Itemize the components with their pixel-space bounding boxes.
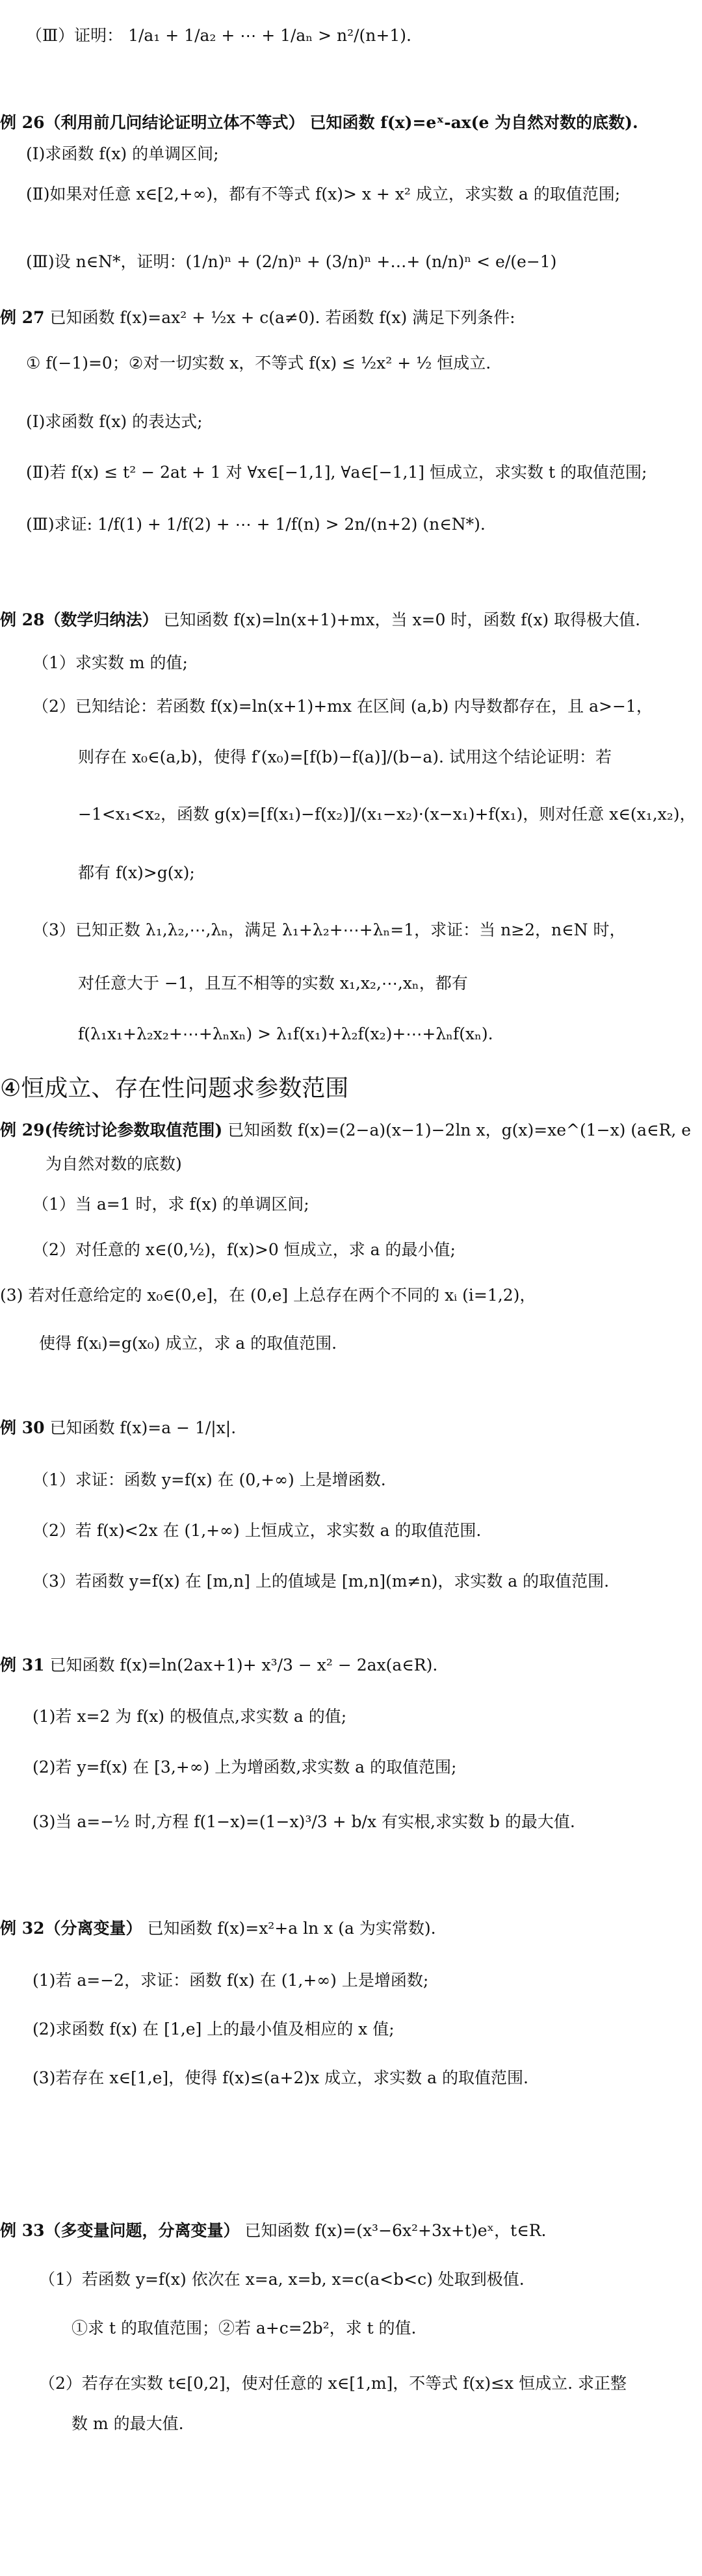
ex32-heading	[0, 1918, 702, 1940]
ex27-stem: 已知函数 f(x)=ax² + ½x + c(a≠0). 若函数 f(x) 满足下列条件:	[49, 308, 515, 327]
ex32-q3: (3)若存在 x∈[1,e]，使得 f(x)≤(a+2)x 成立，求实数 a 的取值范围.	[32, 2068, 528, 2087]
ex31-label: 例 31	[0, 1656, 45, 1674]
ex29-label: 例 29(传统讨论参数取值范围)	[0, 1121, 223, 1139]
ex28-q3c: f(λ₁x₁+λ₂x₂+⋯+λₙxₙ) > λ₁f(x₁)+λ₂f(x₂)+⋯+λₙf(xₙ).	[78, 1024, 493, 1043]
ex30-q3: （3）若函数 y=f(x) 在 [m,n] 上的值域是 [m,n](m≠n)，求实数 a 的取值范围.	[32, 1572, 610, 1591]
ex32-stem: 已知函数 f(x)=x²+a ln x (a 为实常数).	[147, 1919, 436, 1938]
ex28-q2c: −1<x₁<x₂，函数 g(x)=[f(x₁)−f(x₂)]/(x₁−x₂)·(x−x₁)+f(x₁)，则对任意 x∈(x₁,x₂)，	[78, 805, 696, 824]
ex28-q3b: 对任意大于 −1，且互不相等的实数 x₁,x₂,⋯,xₙ，都有	[78, 974, 468, 993]
ex31-q1: (1)若 x=2 为 f(x) 的极值点,求实数 a 的值;	[32, 1707, 347, 1726]
ex30-heading	[0, 1417, 702, 1439]
section-4-title: ④恒成立、存在性问题求参数范围	[0, 1075, 349, 1102]
ex27-conditions: ① f(−1)=0；②对一切实数 x，不等式 f(x) ≤ ½x² + ½ 恒成立.	[26, 354, 491, 372]
ex28-label: 例 28（数学归纳法）	[0, 610, 159, 629]
ex33-q1: （1）若函数 y=f(x) 依次在 x=a, x=b, x=c(a<b<c) 处取到极值.	[39, 2270, 525, 2289]
ex26-stem: 已知函数 f(x)=eˣ-ax(e 为自然对数的底数).	[309, 113, 638, 132]
ex26-q2: (Ⅱ)如果对任意 x∈[2,+∞)，都有不等式 f(x)> x + x² 成立，求实数 a 的取值范围;	[26, 185, 621, 203]
part3-label: （Ⅲ）证明：	[26, 26, 124, 45]
ex28-q2a: （2）已知结论：若函数 f(x)=ln(x+1)+mx 在区间 (a,b) 内导数都存在，且 a>−1，	[32, 697, 653, 716]
ex27-q1: (Ⅰ)求函数 f(x) 的表达式;	[26, 412, 203, 431]
ex29-q3b: 使得 f(xᵢ)=g(x₀) 成立，求 a 的取值范围.	[39, 1334, 337, 1353]
ex27-heading	[0, 307, 702, 329]
ex31-stem: 已知函数 f(x)=ln(2ax+1)+ x³/3 − x² − 2ax(a∈R).	[49, 1656, 438, 1674]
ex29-stem: 已知函数 f(x)=(2−a)(x−1)−2ln x，g(x)=xe^(1−x) (a∈R, e	[228, 1121, 692, 1139]
ex26-label: 例 26（利用前几问结论证明立体不等式）	[0, 113, 305, 132]
ex29-q3: (3) 若对任意给定的 x₀∈(0,e]，在 (0,e] 上总存在两个不同的 xᵢ (i=1,2)，	[0, 1286, 536, 1305]
ex27-label: 例 27	[0, 308, 45, 327]
ex28-q2d: 都有 f(x)>g(x);	[78, 863, 195, 882]
ex29-q2: （2）对任意的 x∈(0,½)，f(x)>0 恒成立，求 a 的最小值;	[32, 1240, 456, 1259]
ex33-q2b: 数 m 的最大值.	[72, 2414, 184, 2433]
ex31-q2: (2)若 y=f(x) 在 [3,+∞) 上为增函数,求实数 a 的取值范围;	[32, 1758, 457, 1776]
ex27-q2: (Ⅱ)若 f(x) ≤ t² − 2at + 1 对 ∀x∈[−1,1], ∀a∈[−1,1] 恒成立，求实数 t 的取值范围;	[26, 463, 647, 482]
ex32-q1: (1)若 a=−2，求证：函数 f(x) 在 (1,+∞) 上是增函数;	[32, 1971, 429, 1990]
ex26-q1: (Ⅰ)求函数 f(x) 的单调区间;	[26, 144, 219, 163]
ex30-label: 例 30	[0, 1418, 45, 1437]
ex31-heading	[0, 1654, 702, 1676]
ex33-q2: （2）若存在实数 t∈[0,2]，使对任意的 x∈[1,m]，不等式 f(x)≤x 恒成立. 求正整	[39, 2374, 627, 2393]
part3-inequality: 1/a₁ + 1/a₂ + ⋯ + 1/aₙ > n²/(n+1).	[128, 26, 411, 45]
ex29-stem2: 为自然对数的底数)	[46, 1154, 182, 1173]
part3-proof-line	[26, 25, 702, 47]
ex30-q2: （2）若 f(x)<2x 在 (1,+∞) 上恒成立，求实数 a 的取值范围.	[32, 1521, 482, 1540]
ex30-stem: 已知函数 f(x)=a − 1/|x|.	[49, 1418, 237, 1437]
ex28-q1: （1）求实数 m 的值;	[32, 653, 188, 672]
ex28-stem: 已知函数 f(x)=ln(x+1)+mx，当 x=0 时，函数 f(x) 取得极大值.	[163, 610, 641, 629]
ex31-q3: (3)当 a=−½ 时,方程 f(1−x)=(1−x)³/3 + b/x 有实根,求实数 b 的最大值.	[32, 1812, 575, 1831]
ex33-label: 例 33（多变量问题，分离变量）	[0, 2221, 240, 2240]
ex26-heading	[0, 112, 702, 134]
ex28-heading	[0, 609, 702, 631]
ex33-stem: 已知函数 f(x)=(x³−6x²+3x+t)eˣ，t∈R.	[244, 2221, 547, 2240]
ex27-q3: (Ⅲ)求证: 1/f(1) + 1/f(2) + ⋯ + 1/f(n) > 2n/(n+2) (n∈N*).	[26, 515, 486, 534]
ex28-q3a: （3）已知正数 λ₁,λ₂,⋯,λₙ，满足 λ₁+λ₂+⋯+λₙ=1，求证：当 n≥2，n∈N 时，	[32, 920, 626, 939]
ex30-q1: （1）求证：函数 y=f(x) 在 (0,+∞) 上是增函数.	[32, 1470, 386, 1489]
ex29-heading	[0, 1119, 702, 1141]
ex32-q2: (2)求函数 f(x) 在 [1,e] 上的最小值及相应的 x 值;	[32, 2020, 395, 2038]
ex33-heading	[0, 2220, 702, 2242]
ex28-q2b: 则存在 x₀∈(a,b)，使得 f′(x₀)=[f(b)−f(a)]/(b−a). 试用这个结论证明：若	[78, 748, 612, 766]
ex26-q3: (Ⅲ)设 n∈N*，证明：(1/n)ⁿ + (2/n)ⁿ + (3/n)ⁿ +…+ (n/n)ⁿ < e/(e−1)	[26, 252, 557, 271]
ex33-q1b: ①求 t 的取值范围；②若 a+c=2b²，求 t 的值.	[72, 2319, 417, 2337]
ex29-q1: （1）当 a=1 时，求 f(x) 的单调区间;	[32, 1195, 309, 1214]
ex32-label: 例 32（分离变量）	[0, 1919, 142, 1938]
